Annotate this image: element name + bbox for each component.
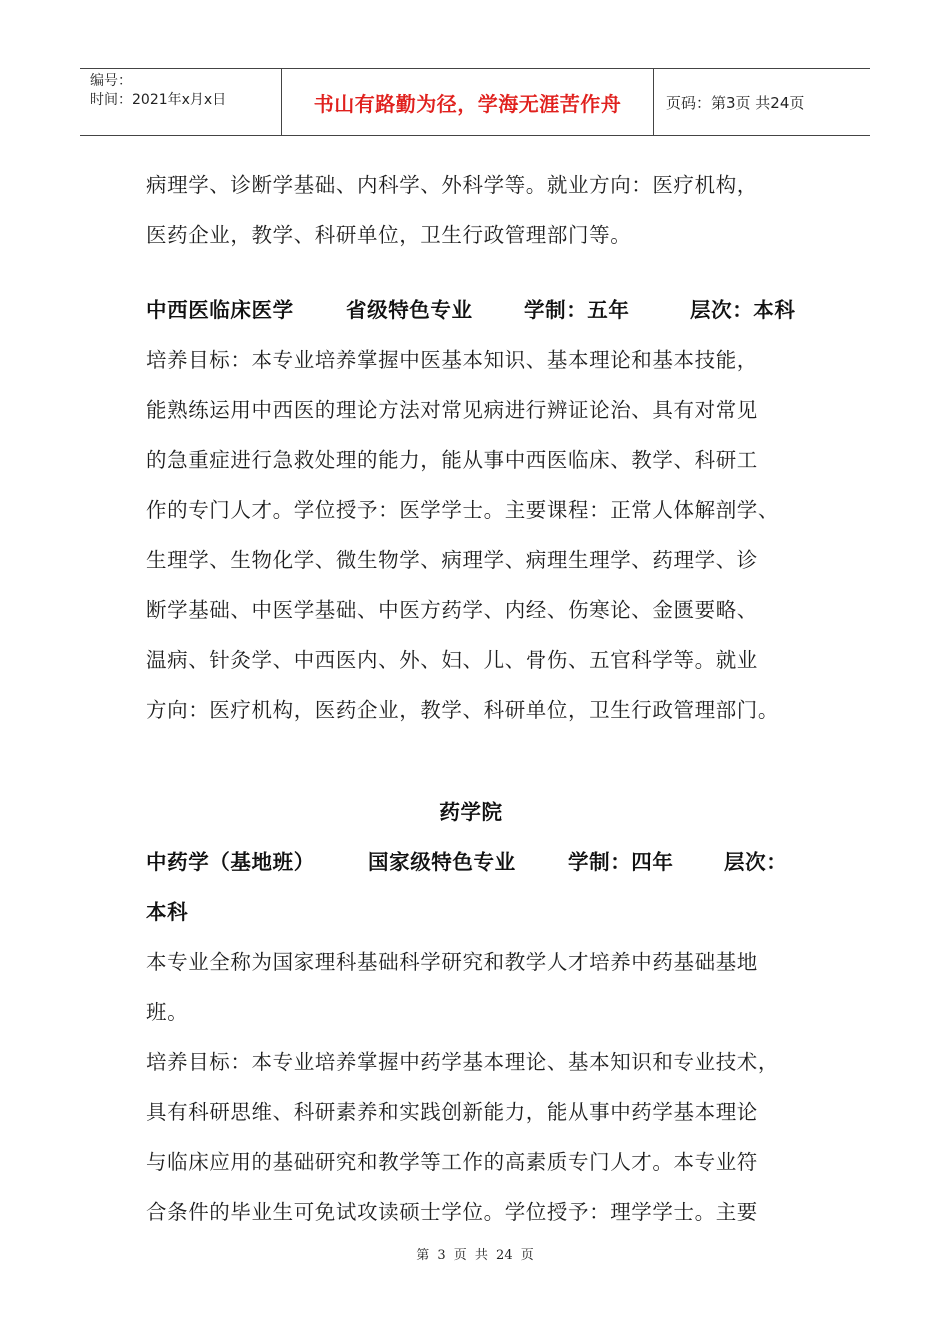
paragraph-line: 温病、针灸学、中西医内、外、妇、儿、骨伤、五官科学等。就业 bbox=[146, 648, 758, 672]
paragraph-line: 生理学、生物化学、微生物学、病理学、病理生理学、药理学、诊 bbox=[146, 548, 758, 572]
spacer bbox=[146, 735, 816, 787]
major-heading-tcm-clinical bbox=[146, 285, 816, 335]
paragraph-line: 培养目标：本专业培养掌握中医基本知识、基本理论和基本技能， bbox=[146, 348, 758, 372]
major-level-continued: 本科 bbox=[146, 900, 189, 924]
major-feature: 省级特色专业 bbox=[346, 298, 473, 322]
major-feature: 国家级特色专业 bbox=[368, 850, 516, 874]
header-motto: 书山有路勤为径，学海无涯苦作舟 bbox=[282, 69, 654, 135]
page-header bbox=[80, 68, 870, 136]
paragraph-line: 班。 bbox=[146, 1000, 189, 1024]
serial-label: 编号： bbox=[90, 73, 132, 89]
paragraph-line: 合条件的毕业生可免试攻读硕士学位。学位授予：理学学士。主要 bbox=[146, 1200, 758, 1224]
paragraph-line: 培养目标：本专业培养掌握中药学基本理论、基本知识和专业技术， bbox=[146, 1050, 779, 1074]
document-body bbox=[146, 160, 816, 1237]
major-name: 中西医临床医学 bbox=[146, 298, 294, 322]
paragraph-line: 具有科研思维、科研素养和实践创新能力，能从事中药学基本理论 bbox=[146, 1100, 758, 1124]
major-duration: 学制：五年 bbox=[524, 298, 630, 322]
header-meta bbox=[80, 69, 282, 135]
paragraph-line: 方向：医疗机构，医药企业，教学、科研单位，卫生行政管理部门。 bbox=[146, 698, 779, 722]
date-label: 时间：2021年x月x日 bbox=[90, 92, 227, 108]
paragraph-line: 病理学、诊断学基础、内科学、外科学等。就业方向：医疗机构， bbox=[146, 173, 758, 197]
paragraph-line: 医药企业，教学、科研单位，卫生行政管理部门等。 bbox=[146, 223, 632, 247]
page-footer: 第 3 页 共 24 页 bbox=[416, 1248, 534, 1263]
major-heading-chinese-pharmacy bbox=[146, 837, 816, 887]
paragraph-line: 与临床应用的基础研究和教学等工作的高素质专门人才。本专业符 bbox=[146, 1150, 758, 1174]
major-duration: 学制：四年 bbox=[568, 850, 674, 874]
major-level: 层次： bbox=[724, 850, 788, 874]
paragraph-line: 断学基础、中医学基础、中医方药学、内经、伤寒论、金匮要略、 bbox=[146, 598, 758, 622]
spacer bbox=[146, 260, 816, 285]
header-page-info: 页码：第3页 共24页 bbox=[666, 93, 805, 112]
paragraph-line: 的急重症进行急救处理的能力，能从事中西医临床、教学、科研工 bbox=[146, 448, 758, 472]
paragraph-line: 能熟练运用中西医的理论方法对常见病进行辨证论治、具有对常见 bbox=[146, 398, 758, 422]
paragraph-line: 作的专门人才。学位授予：医学学士。主要课程：正常人体解剖学、 bbox=[146, 498, 779, 522]
section-title: 药学院 bbox=[439, 800, 503, 824]
major-level: 层次：本科 bbox=[690, 298, 796, 322]
paragraph-line: 本专业全称为国家理科基础科学研究和教学人才培养中药基础基地 bbox=[146, 950, 758, 974]
major-name: 中药学（基地班） bbox=[146, 850, 315, 874]
